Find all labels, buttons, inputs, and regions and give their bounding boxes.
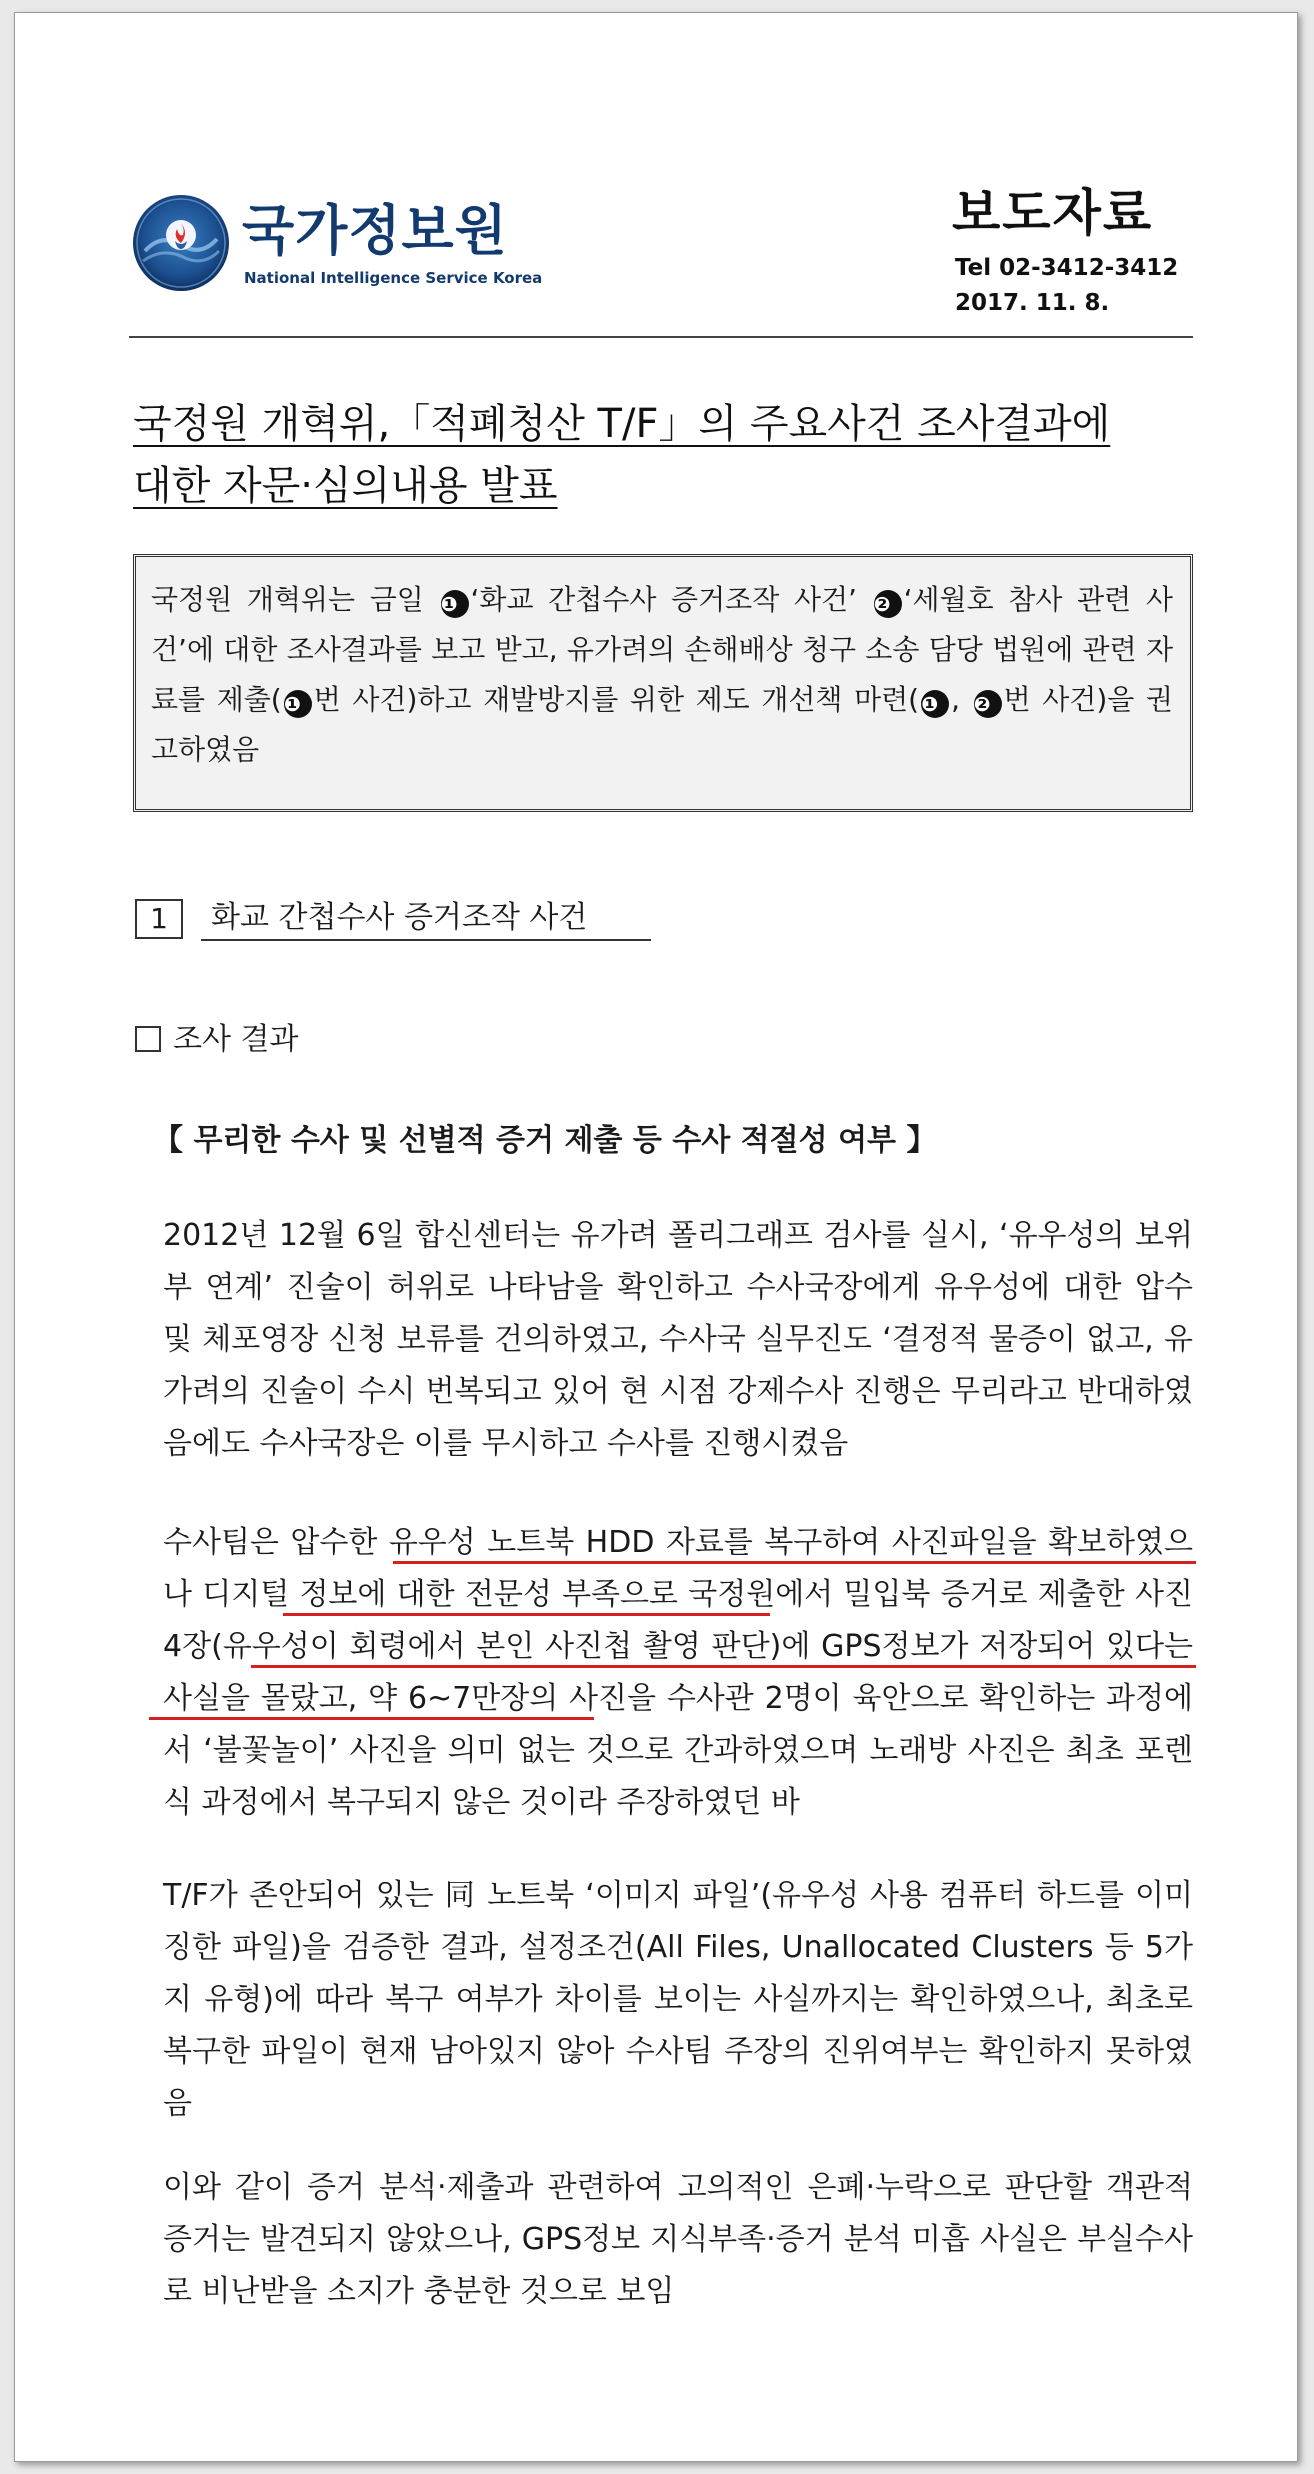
bracket-heading: 【 무리한 수사 및 선별적 증거 제출 등 수사 적절성 여부 】: [153, 1123, 937, 1158]
paragraph-text: 수사팀은 압수한 유우성 노트북 HDD 자료를 복구하여 사진파일을 확보하였으나 디지털 정보에 대한 전문성 부족으로 국정원에서 밀입북 증거로 제출한 사진 4장(유우성이 회령에서 본인 사진첩 촬영 판단)에 GPS정보가 저장되어 있다는 사실을 몰랐고, 약 6~7만장의 사진을 수사관 2명이 육안으로 확인하는 과정에서 ‘불꽃놀이’ 사진을 의미 없는 것으로 간과하였으며 노래방 사진은 최초 포렌식 과정에서 복구되지 않은 것이라 주장하였던 바: [163, 1525, 1193, 1820]
annotation-underline: [283, 1613, 770, 1616]
paragraph-4: [163, 2162, 1193, 2318]
summary-text-part: 번 사건)을 권고하였음: [151, 683, 1173, 766]
headline-line-1: 국정원 개혁위,「적폐청산 T/F」의 주요사건 조사결과에: [133, 401, 1111, 447]
section-number: 1: [135, 899, 183, 939]
circled-number-2: ❷: [874, 590, 902, 618]
summary-text: [151, 575, 1173, 775]
circled-number-1: ❶: [921, 690, 949, 718]
org-name-korean: 국가정보원: [242, 199, 508, 262]
checkbox-square-icon: [135, 1026, 161, 1052]
circled-number-2: ❷: [974, 690, 1002, 718]
paragraph-text: T/F가 존안되어 있는 同 노트북 ‘이미지 파일’(유우성 사용 컴퓨터 하드를 이미징한 파일)을 검증한 결과, 설정조건(All Files, Unallocated Clusters 등 5가지 유형)에 따라 복구 여부가 차이를 보이는 사실까지는 확인하였으나, 최초로 복구한 파일이 현재 남아있지 않아 수사팀 주장의 진위여부는 확인하지 못하였음: [163, 1878, 1193, 2121]
press-release-title: 보도자료: [952, 184, 1154, 242]
summary-text-part: 국정원 개혁위는 금일: [151, 583, 424, 616]
summary-text-part: ,: [951, 683, 972, 716]
summary-text-part: ‘세월호 참사 관련 사건’에 대한 조사결과를 보고 받고, 유가려의 손해배상 청구 소송 담당 법원에 관련 자료를 제출(: [151, 583, 1173, 716]
section-title: 화교 간첩수사 증거조작 사건: [201, 895, 651, 941]
nis-emblem-logo: [131, 193, 231, 293]
circled-number-1: ❶: [441, 590, 469, 618]
summary-text-part: ‘화교 간첩수사 증거조작 사건’: [470, 583, 857, 616]
paragraph-text: 이와 같이 증거 분석‧제출과 관련하여 고의적인 은폐‧누락으로 판단할 객관적 증거는 발견되지 않았으나, GPS정보 지식부족‧증거 분석 미흡 사실은 부실수사로 비난받을 소지가 충분한 것으로 보임: [163, 2170, 1193, 2309]
subheading-text: 조사 결과: [173, 1022, 299, 1057]
annotation-underline: [251, 1665, 1196, 1668]
annotation-underline: [149, 1717, 594, 1720]
summary-text-part: 번 사건)하고 재발방지를 위한 제도 개선책 마련(: [313, 683, 920, 716]
annotation-underline: [393, 1561, 1196, 1564]
paragraph-3: [163, 1870, 1193, 2130]
paragraph-text: 2012년 12월 6일 합신센터는 유가려 폴리그래프 검사를 실시, ‘유우성의 보위부 연계’ 진술이 허위로 나타남을 확인하고 수사국장에게 유우성에 대한 압수 및 체포영장 신청 보류를 건의하였고, 수사국 실무진도 ‘결정적 물증이 없고, 유가려의 진술이 수시 번복되고 있어 현 시점 강제수사 진행은 무리라고 반대하였음에도 수사국장은 이를 무시하고 수사를 진행시켰음: [163, 1218, 1193, 1461]
subheading: [135, 1018, 298, 1062]
header-divider: [129, 336, 1193, 338]
headline: [133, 393, 1213, 517]
headline-line-2: 대한 자문‧심의내용 발표: [133, 463, 558, 509]
document-page: [14, 12, 1298, 2462]
circled-number-1: ❶: [284, 690, 312, 718]
paragraph-1: [163, 1210, 1193, 1470]
press-date: 2017. 11. 8.: [955, 290, 1110, 316]
press-telephone: Tel 02-3412-3412: [955, 255, 1179, 281]
summary-box: [133, 554, 1193, 812]
org-name-english: National Intelligence Service Korea: [244, 269, 543, 287]
